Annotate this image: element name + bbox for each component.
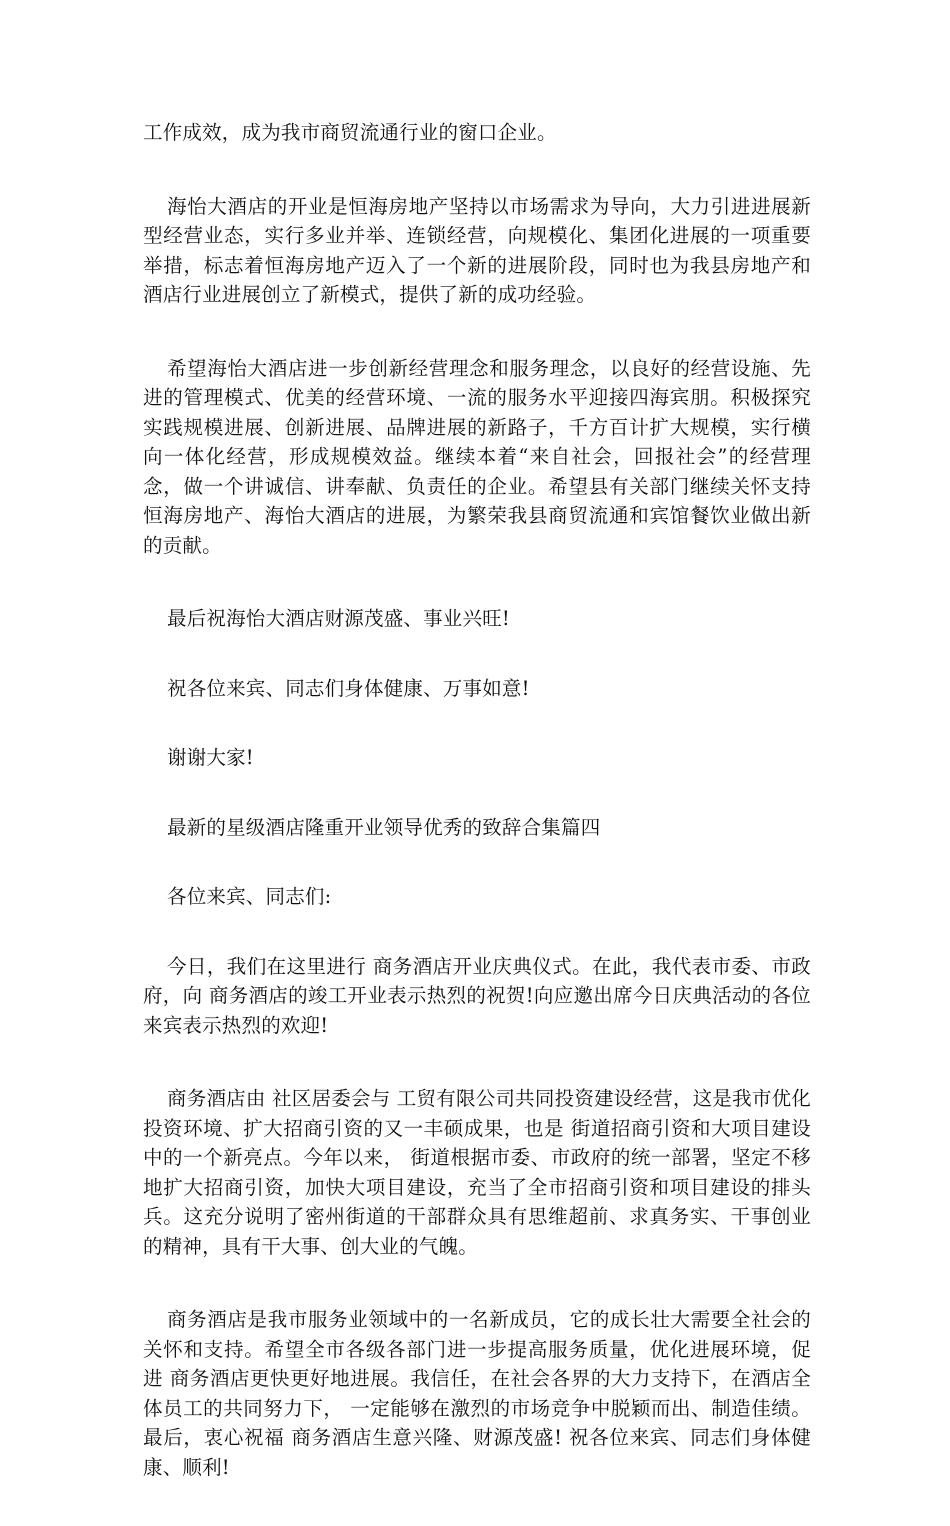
section-heading: 最新的星级酒店隆重开业领导优秀的致辞合集篇四	[167, 815, 601, 839]
paragraph: 最后祝海怡大酒店财源茂盛、事业兴旺!	[167, 607, 510, 630]
paragraph: 商务酒店是我市服务业领域中的一名新成员，它的成长壮大需要全社会的关怀和支持。希望全市各级各部门进一步提高服务质量，优化进展环境，促进 商务酒店更快更好地进展。我信任，在社会各界的大力支持下，在酒店全体员工的共同努力下， 一定能够在激烈的市场竞争中脱颖而出、制造佳绩。 最后，衷心祝福 商务酒店生意兴隆、财源茂盛! 祝各位来宾、同志们身体健康、顺利!	[143, 1308, 811, 1479]
document-page	[143, 118, 811, 1526]
paragraph: 工作成效，成为我市商贸流通行业的窗口企业。	[143, 121, 557, 144]
paragraph: 海怡大酒店的开业是恒海房地产坚持以市场需求为导向，大力引进进展新型经营业态，实行多业并举、连锁经营，向规模化、集团化进展的一项重要举措，标志着恒海房地产迈入了一个新的进展阶段，同时也为我县房地产和酒店行业进展创立了新模式，提供了新的成功经验。	[143, 194, 811, 306]
paragraph: 今日，我们在这里进行 商务酒店开业庆典仪式。在此，我代表市委、市政府，向 商务酒店的竣工开业表示热烈的祝贺!向应邀出席今日庆典活动的各位来宾表示热烈的欢迎!	[143, 954, 811, 1037]
paragraph: 谢谢大家!	[167, 746, 254, 769]
paragraph: 商务酒店由 社区居委会与 工贸有限公司共同投资建设经营，这是我市优化投资环境、扩大招商引资的又一丰硕成果，也是 街道招商引资和大项目建设中的一个新亮点。今年以来， 街道根据市委、市政府的统一部署，坚定不移地扩大招商引资，加快大项目建设，充当了全市招商引资和项目建设的排头兵。这充分说明了密州街道的干部群众具有思维超前、求真务实、干事创业的精神，具有干大事、创大业的气魄。	[143, 1087, 811, 1258]
paragraph: 希望海怡大酒店进一步创新经营理念和服务理念，以良好的经营设施、先进的管理模式、优美的经营环境、一流的服务水平迎接四海宾朋。积极探究实践规模进展、创新进展、品牌进展的新路子，千方百计扩大规模，实行横向一体化经营，形成规模效益。继续本着“来自社会，回报社会”的经营理念，做一个讲诚信、讲奉献、负责任的企业。希望县有关部门继续关怀支持恒海房地产、海怡大酒店的进展，为繁荣我县商贸流通和宾馆餐饮业做出新的贡献。	[143, 356, 811, 557]
salutation: 各位来宾、同志们:	[167, 885, 332, 908]
paragraph: 祝各位来宾、同志们身体健康、万事如意!	[167, 676, 530, 700]
